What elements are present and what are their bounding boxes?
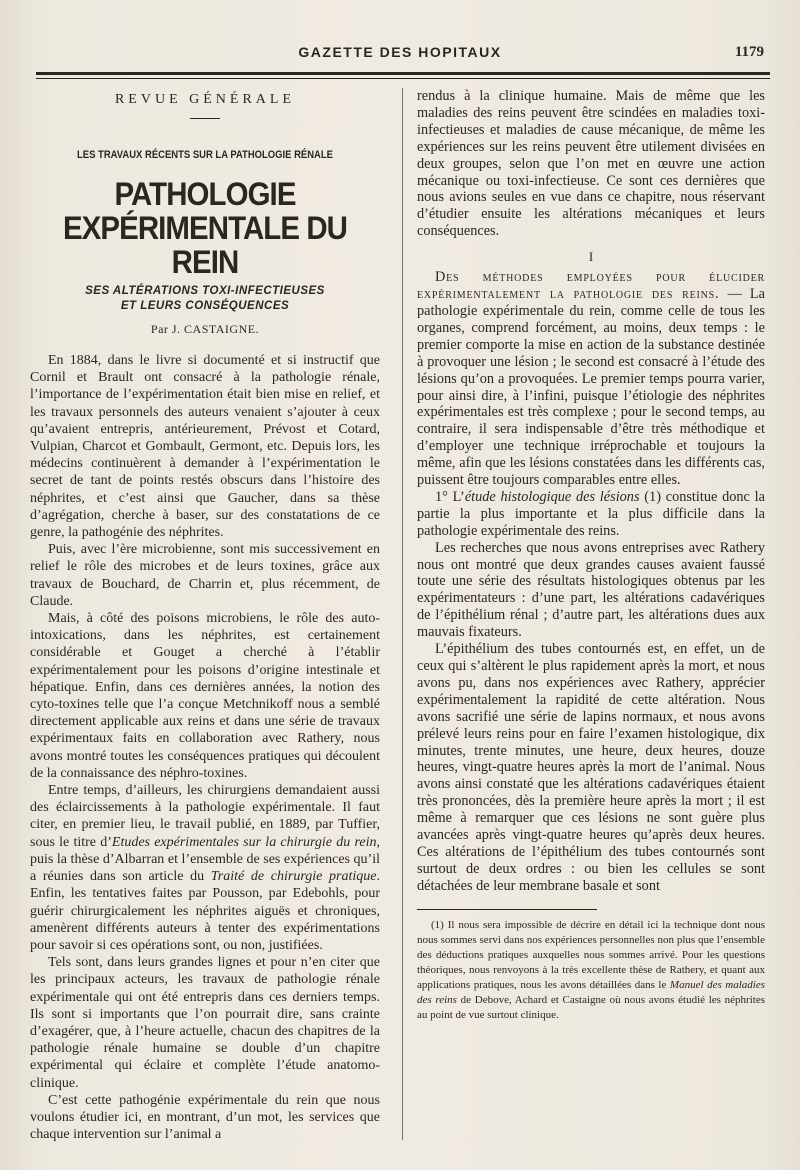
footnote-text: (1) Il nous sera impossible de décrire en détail ici la technique dont nous nous sommes servi dans nos expériences personnelles non plus que l’ensemble des déductions pratiques auxquelles nous sommes arrivé. Pour les questions théoriques, nous renvoyons à la très excellente thèse de Rathery, et quant aux applications pratiques, nous les avons détaillées dans le bbox=[417, 918, 765, 991]
paragraph bbox=[417, 269, 765, 489]
article-title: PATHOLOGIE EXPÉRIMENTALE DU REIN bbox=[62, 176, 348, 280]
cited-title: Etudes expérimentales sur la chirurgie du rein bbox=[111, 834, 377, 850]
paragraph bbox=[417, 489, 765, 540]
paragraph: Mais, à côté des poisons microbiens, le rôle des auto-intoxications, dans les néphrites, est certainement considérable et Gouget a cherché à l’établir expérimentalement pour les poisons d’origine intestinale et hépatique. Enfin, dans ces dernières années, la notion des cyto-toxines telle que l’a conçue Metchnikoff nous a semblé directement applicable aux reins et dans une série de travaux expérimentaux faits en collaboration avec Rathery, nous avons montré toutes les conséquences pratiques qui découlent de la connaissance des néphro-toxines. bbox=[30, 611, 380, 781]
paragraph-text: (1) constitue donc la partie la plus importante et la plus difficile dans la pathologie expérimentale des reins. bbox=[417, 488, 765, 539]
paragraph: Tels sont, dans leurs grandes lignes et pour n’en citer que les principaux acteurs, les travaux de pathologie rénale expérimentale qui ont été entrepris dans ces derniers temps. Ils sont si importants que l’on pourrait dire, sans crainte d’exagérer, que, à l’heure actuelle, chacun des chapitres de la pathologie rénale humaine se double d’un chapitre expérimental qui éclaire et complète l’étude anatomo-clinique. bbox=[30, 955, 380, 1091]
subtitle-line-1: SES ALTÉRATIONS TOXI-INFECTIEUSES bbox=[85, 285, 325, 297]
paragraph-text: — La pathologie expérimentale du rein, comme celle de tous les organes, comprend forcément, au moins, deux temps : le premier comporte la mise en action de la substance destinée à provoquer une lésion ; le second est consacré à l’étude des lésions qu’on a provoquées. Le premier temps pourra varier, pour ainsi dire, à l’infini, puisque l’étiologie des néphrites expérimentales est très complexe ; pour le second temps, au contraire, il sera indispensable d’être très méthodique et d’employer une technique irréprochable et toujours la même, afin que les lésions constatées dans les différents cas, puissent être toujours comparables entre elles. bbox=[417, 286, 765, 489]
cited-title: Traité de chirurgie pratique bbox=[210, 869, 377, 885]
left-column bbox=[30, 88, 380, 1143]
cited-title: Manuel des maladies des reins bbox=[417, 978, 766, 1006]
paragraph bbox=[30, 782, 380, 954]
page-number: 1179 bbox=[734, 44, 764, 60]
section-number: I bbox=[588, 249, 594, 265]
section-rule bbox=[190, 118, 220, 119]
paragraph: rendus à la clinique humaine. Mais de même que les maladies des reins peuvent être scindées en maladies toxi-infectieuses et maladies de cause mécanique, de même les expériences sur les reins peuvent être utilement divisées en deux groupes, selon que l’on met en œuvre une action mécanique ou toxi-infectieuse. Ce sont ces dernières que nous avions seules en vue dans ce chapitre, nous réservant d’étudier ensuite les altérations mécaniques et leurs conséquences. bbox=[417, 88, 765, 240]
paragraph-text: Entre temps, d’ailleurs, les chirurgiens demandaient aussi des éclaircissements à la pathologie expérimentale. Il faut citer, en premier lieu, le travail publié, en 1889, par Tuffier, sous le titre d’ bbox=[30, 783, 380, 850]
header-rule-thick bbox=[36, 72, 770, 75]
right-column bbox=[417, 88, 765, 1023]
paragraph: Les recherches que nous avons entreprises avec Rathery nous ont montré que deux grandes causes avaient faussé toute une série des résultats histologiques obtenus par les expérimentateurs : d’une part, les altérations cadavériques de l’épithélium rénal ; d’autre part, les altérations dues aux mauvais fixateurs. bbox=[417, 539, 765, 641]
paragraph-text: . Enfin, les tentatives faites par Pousson, par Edebohls, pour guérir chirurgicalement les néphrites aiguës et chroniques, amenèrent différents auteurs à tenter des expérimentations pour savoir si ces opérations sont, ou non, justifiées. bbox=[30, 869, 380, 953]
paragraph-text: , puis la thèse d’Albarran et l’ensemble de ses expériences qu’il a réunies dans son article du bbox=[30, 834, 380, 885]
series-title: LES TRAVAUX RÉCENTS SUR LA PATHOLOGIE RÉNALE bbox=[77, 149, 333, 161]
emphasis-text: étude histologique des lésions bbox=[464, 488, 640, 505]
column-divider bbox=[402, 88, 403, 1140]
article-subtitle bbox=[30, 284, 380, 314]
subsection-heading: Des méthodes employées pour élucider expérimentalement la pathologie des reins. bbox=[417, 269, 765, 303]
footnote bbox=[417, 918, 765, 1023]
paragraph: L’épithélium des tubes contournés est, en effet, un de ceux qui s’altèrent le plus rapidement après la mort, et nous avons pu, dans nos expériences avec Rathery, apprécier expérimentalement la rapidité de cette altération. Nous avons sacrifié une série de lapins normaux, et nous avons prélevé leurs reins pour en faire l’examen histologique, dix minutes, trente minutes, une heure, deux heures, douze heures, vingt-quatre heures après la mort de l’animal. Nous avons ainsi constaté que les altérations cadavériques étaient très prononcées, dès la première heure après la mort ; il est même à remarquer que ces lésions ne sont guère plus avancées après vingt-quatre heures qu’après deux heures. Ces altérations de l’épithélium des tubes contournés sont surtout de deux ordres : ou bien les cellules se sont détachées de leur membrane basale et sont bbox=[417, 641, 765, 894]
journal-title: GAZETTE DES HOPITAUX bbox=[298, 44, 502, 60]
author-byline: Par J. CASTAIGNE. bbox=[150, 322, 260, 336]
paragraph: Puis, avec l’ère microbienne, sont mis successivement en relief le rôle des microbes et de leurs toxines, grâce aux travaux de Bouchard, de Charrin et, plus récemment, de Claude. bbox=[30, 542, 380, 609]
paragraph: En 1884, dans le livre si documenté et si instructif que Cornil et Brault ont consacré à la pathologie rénale, l’importance de l’expérimentation était bien mise en relief, et les travaux personnels des auteurs venaient s’ajouter à ceux qu’avaient entrepris, antérieurement, Prévost et Cotard, Vulpian, Charcot et Gombault, Germont, etc. Depuis lors, les médecins continuèrent à demander à l’expérimentation le secret de tant de points restés obscurs dans l’histoire des néphrites, et c’est ainsi que Gaucher, dans sa thèse d’agrégation, cherche à baser, sur des constatations de ce genre, la pathogénie des néphrites. bbox=[30, 353, 380, 541]
section-heading: REVUE GÉNÉRALE bbox=[114, 92, 296, 107]
header-rule-thin bbox=[36, 78, 770, 79]
footnote-rule bbox=[417, 909, 597, 910]
paragraph-text: 1° L’ bbox=[435, 488, 465, 505]
paragraph: C’est cette pathogénie expérimentale du rein que nous voulons étudier ici, en montrant, d’un mot, les services que chaque intervention sur l’animal a bbox=[30, 1092, 380, 1143]
footnote-text: de Debove, Achard et Castaigne où nous avons étudié les néphrites au point de vue surtout clinique. bbox=[417, 993, 765, 1021]
running-header bbox=[36, 44, 764, 64]
subtitle-line-2: ET LEURS CONSÉQUENCES bbox=[120, 300, 290, 312]
